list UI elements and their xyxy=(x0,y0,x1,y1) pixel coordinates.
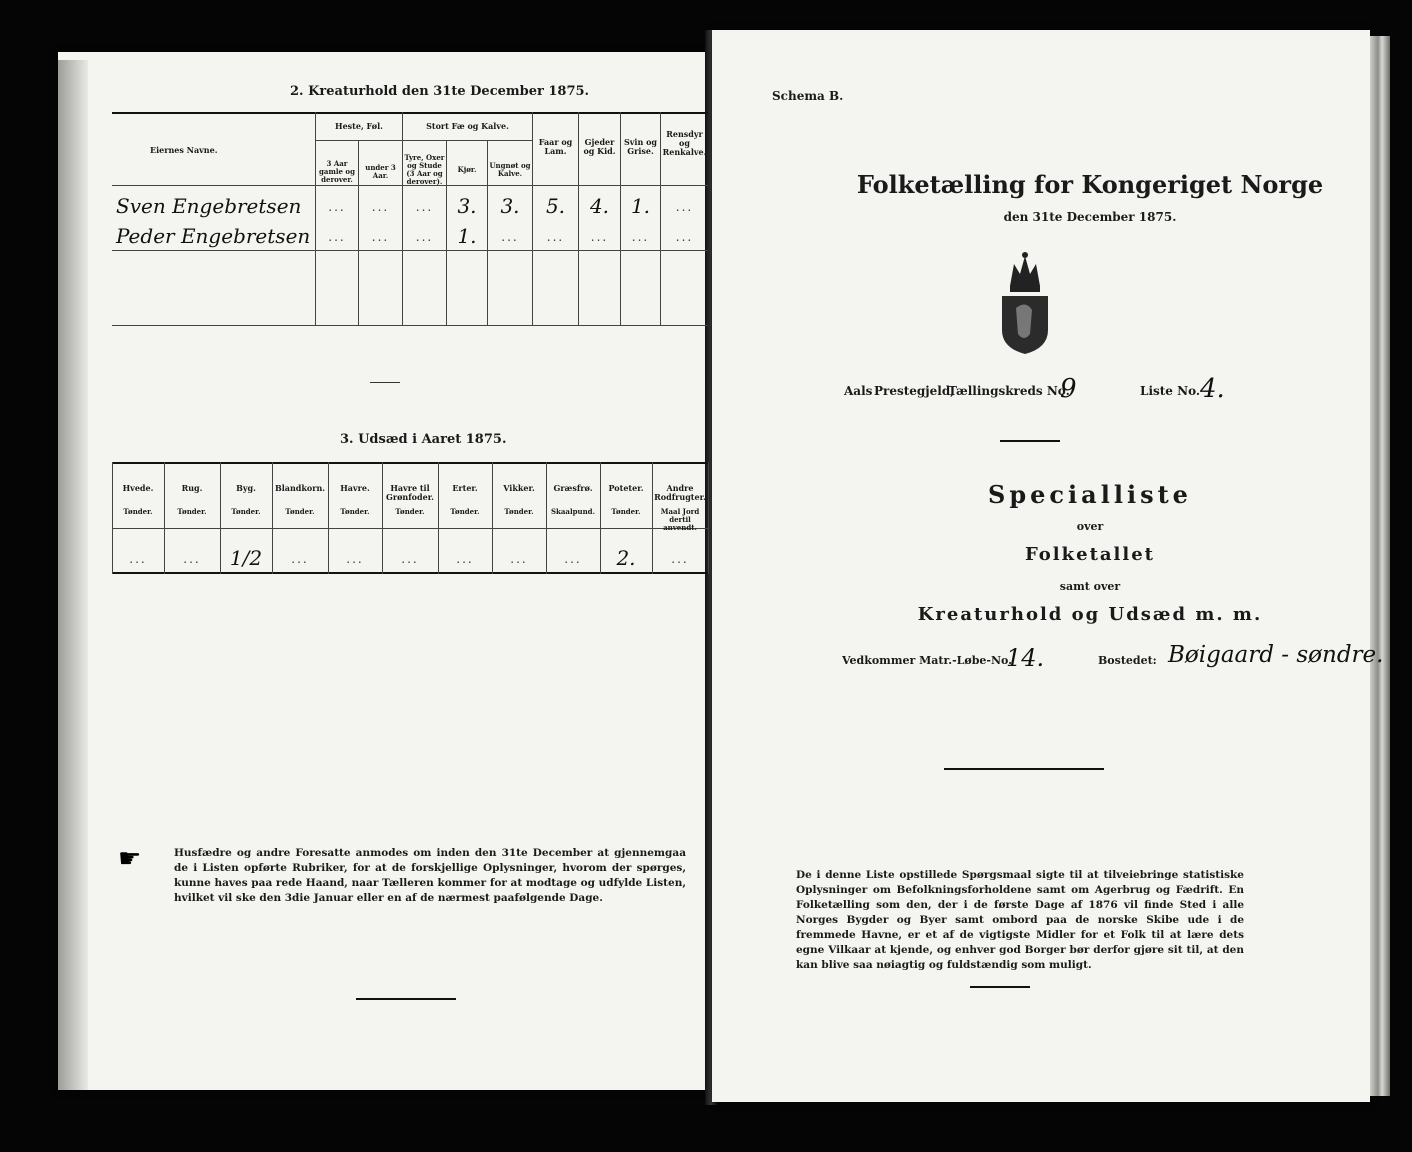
prestegjeld-label: Prestegjeld, xyxy=(874,384,955,398)
section3-title: 3. Udsæd i Aaret 1875. xyxy=(340,432,507,447)
seed-value: ... xyxy=(510,552,528,566)
seed-header: Vikker. xyxy=(503,483,535,493)
seed-unit: Tønder. xyxy=(450,507,480,516)
cell-faar: 5. xyxy=(545,194,566,218)
table-rule xyxy=(112,325,708,326)
seed-unit: Tønder. xyxy=(504,507,534,516)
seed-header: Andre Rodfrugter. xyxy=(654,483,706,502)
seed-value: ... xyxy=(456,552,474,566)
seed-value: ... xyxy=(183,552,201,566)
seed-header: Byg. xyxy=(236,483,256,493)
table-divider xyxy=(402,112,403,325)
table-divider xyxy=(315,112,316,325)
header-owner: Eiernes Navne. xyxy=(150,145,218,155)
header-rensdyr: Rensdyr og Renkalve. xyxy=(662,129,707,157)
header-heste-a: 3 Aar gamle og derover. xyxy=(319,159,355,184)
seed-value: ... xyxy=(564,552,582,566)
header-ungnot: Ungnøt og Kalve. xyxy=(489,161,531,178)
table-rule xyxy=(315,140,532,141)
cell-tyre: ... xyxy=(415,230,434,244)
cell-rensdyr: ... xyxy=(675,230,694,244)
cell-kjor: 1. xyxy=(457,224,477,248)
header-svin: Svin og Grise. xyxy=(624,137,657,156)
kreds-value: 9 xyxy=(1060,374,1077,404)
seed-unit: Tønder. xyxy=(611,507,641,516)
separator-line xyxy=(970,986,1030,988)
seed-unit: Tønder. xyxy=(231,507,261,516)
left-page-fold xyxy=(58,60,88,1090)
norwegian-coat-of-arms-icon xyxy=(996,250,1054,356)
separator-line xyxy=(1000,440,1060,442)
cell-heste-b: ... xyxy=(371,230,390,244)
seed-unit: Tønder. xyxy=(123,507,153,516)
notice-text: Husfædre og andre Foresatte anmodes om inden den 31te December at gjennemgaa de i Listen opførte Rubriker, for at de forskjellige Oplysninger, hvorom der spørges, kunne haves paa rede Haand, naar Tælleren kommer for at modtage og udfylde Listen, hvilket vil ske den 3die Januar eller en af de nærmest paafølgende Dage. xyxy=(174,847,686,904)
separator-line xyxy=(944,768,1104,770)
seed-header: Blandkorn. xyxy=(274,483,326,493)
seed-header: Poteter. xyxy=(608,483,644,493)
footer-text: De i denne Liste opstillede Spørgsmaal sigte til at tilveiebringe statistiske Oplysninger om Befolkningsforholdene samt om Agerbrug og Fædrift. En Folketælling som den, der i de første Dage af 1876 vil finde Sted i alle Norges Bygder og Byer samt ombord paa de norske Skibe ude i de fremmede Havne, er et af de vigtigste Midler for et Folk til at lære dets egne Vilkaar at kjende, og enhver god Borger bør derfor gjøre sit til, at den kan blive saa nøiagtig og fuldstændig som muligt. xyxy=(796,869,1244,971)
header-faar: Faar og Lam. xyxy=(538,137,573,156)
seed-header: Havre til Grønfoder. xyxy=(386,483,434,502)
table-rule xyxy=(112,250,708,251)
seed-unit: Maal Jord dertil anvendt. xyxy=(660,507,700,532)
cell-svin: 1. xyxy=(630,194,651,218)
seed-value: ... xyxy=(291,552,309,566)
header-heste: Heste, Føl. xyxy=(335,121,383,131)
cell-heste-b: ... xyxy=(371,200,390,214)
cell-tyre: ... xyxy=(415,200,434,214)
seed-value: 2. xyxy=(616,546,636,570)
seed-unit: Tønder. xyxy=(340,507,370,516)
table-rule xyxy=(112,572,708,574)
section2-title: 2. Kreaturhold den 31te December 1875. xyxy=(290,84,590,99)
header-stort: Stort Fæ og Kalve. xyxy=(426,121,509,131)
specialliste-heading: Specialliste xyxy=(988,480,1192,509)
over-text: over xyxy=(1076,520,1104,533)
matr-label: Vedkommer Matr.-Løbe-No. xyxy=(842,654,1012,667)
seed-header: Rug. xyxy=(181,483,203,493)
seed-value: ... xyxy=(346,552,364,566)
seed-header: Hvede. xyxy=(122,483,154,493)
table-rule xyxy=(112,112,708,114)
seed-value: 1/2 xyxy=(229,546,263,570)
owner-name: Sven Engebretsen xyxy=(116,194,302,218)
seed-header: Erter. xyxy=(452,483,478,493)
cell-faar: ... xyxy=(546,230,565,244)
header-kjor: Kjør. xyxy=(457,165,477,174)
header-tyre: Tyre, Oxer og Stude (3 Aar og derover). xyxy=(404,153,445,186)
seed-value: ... xyxy=(401,552,419,566)
cell-heste-a: ... xyxy=(328,230,346,244)
seed-unit: Skaalpund. xyxy=(550,507,596,516)
seed-unit: Tønder. xyxy=(177,507,207,516)
table-rule xyxy=(112,462,708,464)
table-divider xyxy=(708,462,709,574)
title-date: den 31te December 1875. xyxy=(1003,210,1177,224)
separator-line xyxy=(356,998,456,1000)
cell-kjor: 3. xyxy=(457,194,477,218)
kreds-label: Tællingskreds No. xyxy=(948,384,1070,398)
header-heste-b: under 3 Aar. xyxy=(365,163,396,180)
cell-heste-a: ... xyxy=(328,200,346,214)
kreaturhold-heading: Kreaturhold og Udsæd m. m. xyxy=(917,604,1263,625)
matr-value: 14. xyxy=(1006,644,1045,672)
separator-dash xyxy=(370,382,400,383)
header-gjeder: Gjeder og Kid. xyxy=(583,137,616,156)
schema-label: Schema B. xyxy=(772,89,844,103)
cell-svin: ... xyxy=(631,230,650,244)
seed-unit: Tønder. xyxy=(285,507,315,516)
cell-ungnot: ... xyxy=(501,230,519,244)
cell-gjeder: ... xyxy=(590,230,609,244)
cell-rensdyr: ... xyxy=(675,200,694,214)
seed-value: ... xyxy=(671,552,689,566)
seed-unit: Tønder. xyxy=(395,507,425,516)
seed-header: Havre. xyxy=(340,483,370,493)
bostedet-value: Bøigaard - søndre. xyxy=(1168,642,1384,668)
table-rule xyxy=(112,528,708,529)
liste-label: Liste No. xyxy=(1140,384,1201,398)
prestegjeld-value: Aals xyxy=(844,384,873,398)
main-title: Folketælling for Kongeriget Norge xyxy=(856,170,1324,199)
seed-value: ... xyxy=(129,552,147,566)
cell-gjeder: 4. xyxy=(589,194,610,218)
liste-value: 4. xyxy=(1200,374,1225,404)
cell-ungnot: 3. xyxy=(500,194,520,218)
samt-over-text: samt over xyxy=(1059,580,1121,593)
seed-header: Græsfrø. xyxy=(553,483,593,493)
folketallet-heading: Folketallet xyxy=(1025,544,1155,565)
owner-name: Peder Engebretsen xyxy=(116,224,311,248)
bostedet-label: Bostedet: xyxy=(1098,654,1157,667)
pointing-hand-icon: ☛ xyxy=(118,844,142,874)
